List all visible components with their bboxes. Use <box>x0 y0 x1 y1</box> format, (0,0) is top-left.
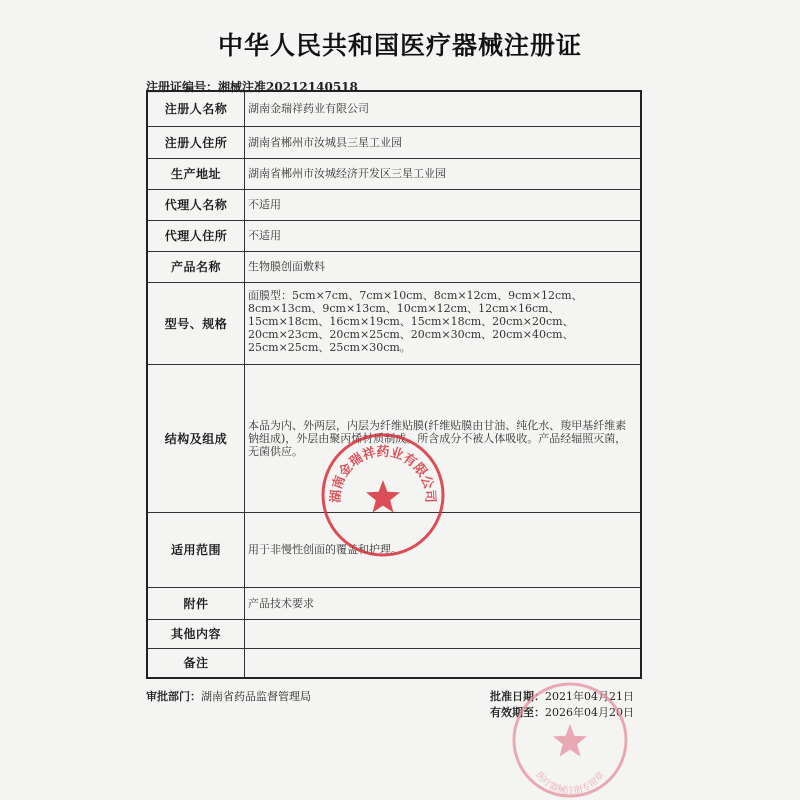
row-label: 产品名称 <box>147 251 245 282</box>
row-value: 产品技术要求 <box>245 587 642 619</box>
row-value: 用于非慢性创面的覆盖和护理。 <box>245 512 642 587</box>
row-value: 本品为内、外两层，内层为纤维贴膜(纤维贴膜由甘油、纯化水、羧甲基纤维素钠组成)，外层由聚丙烯材质制成。所含成分不被人体吸收。产品经辐照灭菌，无菌供应。 <box>245 364 642 512</box>
table-row <box>147 126 641 158</box>
agency-seal-text <box>533 769 606 796</box>
row-value <box>245 619 642 648</box>
row-label: 备注 <box>147 648 245 678</box>
table-row <box>147 220 641 251</box>
table-row <box>147 648 641 678</box>
table-row <box>147 158 641 189</box>
table-row <box>147 189 641 220</box>
row-label: 附件 <box>147 587 245 619</box>
row-label: 注册人住所 <box>147 126 245 158</box>
row-value: 不适用 <box>245 189 642 220</box>
row-label: 结构及组成 <box>147 364 245 512</box>
row-value: 湖南金瑞祥药业有限公司 <box>245 91 642 126</box>
registration-number-value: 湘械注准20212140518 <box>218 80 358 94</box>
approve-date-value: 2021年04月21日 <box>545 690 634 703</box>
certificate-table <box>146 90 642 679</box>
row-label: 适用范围 <box>147 512 245 587</box>
approve-date-label: 批准日期： <box>490 690 545 703</box>
expire-date-value: 2026年04月20日 <box>545 706 634 719</box>
row-label: 代理人住所 <box>147 220 245 251</box>
table-row <box>147 619 641 648</box>
agency-seal <box>510 680 630 800</box>
approver <box>146 688 311 704</box>
row-value: 面膜型：5cm×7cm、7cm×10cm、8cm×12cm、9cm×12cm、8cm×13cm、9cm×13cm、10cm×12cm、12cm×16cm、15cm×18cm、16cm×19cm、15cm×18cm、20cm×20cm、20cm×23cm、20cm×25cm、20cm×30cm、20cm×40cm、25cm×25cm、25cm×30cm。 <box>245 282 642 364</box>
row-value: 不适用 <box>245 220 642 251</box>
company-seal <box>320 432 446 558</box>
approver-value: 湖南省药品监督管理局 <box>201 690 311 703</box>
star-icon <box>366 480 400 513</box>
expire-date-label: 有效期至： <box>490 706 545 719</box>
row-value: 湖南省郴州市汝城县三星工业园 <box>245 126 642 158</box>
row-value: 湖南省郴州市汝城经济开发区三星工业园 <box>245 158 642 189</box>
row-label: 生产地址 <box>147 158 245 189</box>
row-label: 型号、规格 <box>147 282 245 364</box>
row-label: 代理人名称 <box>147 189 245 220</box>
row-value: 生物膜创面敷料 <box>245 251 642 282</box>
table-row <box>147 251 641 282</box>
agency-seal-arc-text: 医疗器械注册专用章 <box>533 770 607 797</box>
row-value <box>245 648 642 678</box>
table-row <box>147 91 641 126</box>
star-icon <box>553 724 587 757</box>
page-title: 中华人民共和国医疗器械注册证 <box>217 31 582 60</box>
table-row <box>147 282 641 364</box>
table-row <box>147 587 641 619</box>
approver-label: 审批部门： <box>146 690 201 703</box>
company-seal-arc-text: 湖南金瑞祥药业有限公司 <box>328 444 438 504</box>
row-label: 注册人名称 <box>147 91 245 126</box>
registration-number-label: 注册证编号： <box>146 80 219 94</box>
row-label: 其他内容 <box>147 619 245 648</box>
